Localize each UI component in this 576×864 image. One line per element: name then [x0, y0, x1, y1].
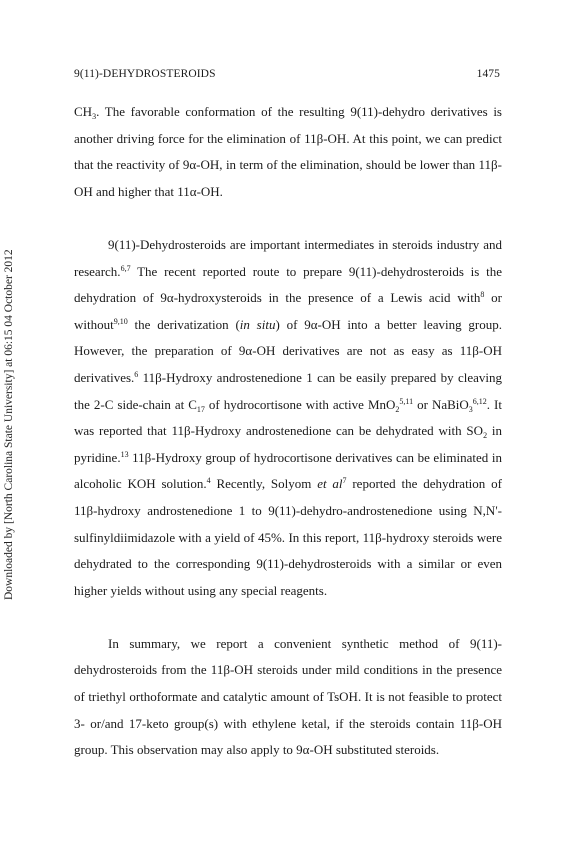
paragraph-3: In summary, we report a convenient synthetic method of 9(11)-dehydrosteroids from the 11β-OH steroids under mild conditions in the presence of triethyl orthoformate and catalytic amount of TsOH. It is not feasible to protect 3- or/and 17-keto group(s) with ethylene ketal, if the steroids contain 11β-OH group. This observation may also apply to 9α-OH substituted steroids.	[74, 635, 502, 758]
running-title: 9(11)-DEHYDROSTEROIDS	[74, 68, 216, 80]
page-number: 1475	[476, 68, 500, 80]
paragraph-1: $CH_3$. The favorable conformation of the resulting 9(11)-dehydro derivatives is another driving force for the elimination of 11β-OH. At this point, we can predict that the reactivity of 9α-OH, in term of the elimination, should be lower than 11β-OH and higher that 11α-OH.	[74, 104, 502, 199]
article-body	[74, 99, 502, 764]
paragraph-2: 9(11)-Dehydrosteroids are important intermediates in steroids industry and research.$^{6,7}$ The recent reported route to prepare 9(11)-dehydrosteroids is the dehydration of 9α-hydroxysteroids in the presence of a Lewis acid with$^8$ or without$^{9,10}$ the derivatization (in situ) of 9α-OH into a better leaving group. However, the preparation of 9α-OH derivatives are not as easy as 11β-OH derivatives.$^6$ 11β-Hydroxy androstenedione 1 can be easily prepared by cleaving the 2-C side-chain at $C_{17}$ of hydrocortisone with active MnO$_2^{5,11}$ or NaBiO$_3^{6,12}$. It was reported that 11β-Hydroxy androstenedione can be dehydrated with $SO_2$ in pyridine.$^{13}$ 11β-Hydroxy group of hydrocortisone derivatives can be eliminated in alcoholic KOH solution.$^4$ Recently, Solyom et $al^7$ reported the dehydration of 11β-hydroxy androstenedione 1 to 9(11)-dehydro-androstenedione using N,N'-sulfinyldiimidazole with a yield of 45%. In this report, 11β-hydroxy steroids were dehydrated to the corresponding 9(11)-dehydrosteroids with a similar or even higher yields without using any special reagents.	[74, 236, 502, 598]
download-watermark: Downloaded by [North Carolina State University] at 06:15 04 October 2012	[3, 249, 15, 600]
